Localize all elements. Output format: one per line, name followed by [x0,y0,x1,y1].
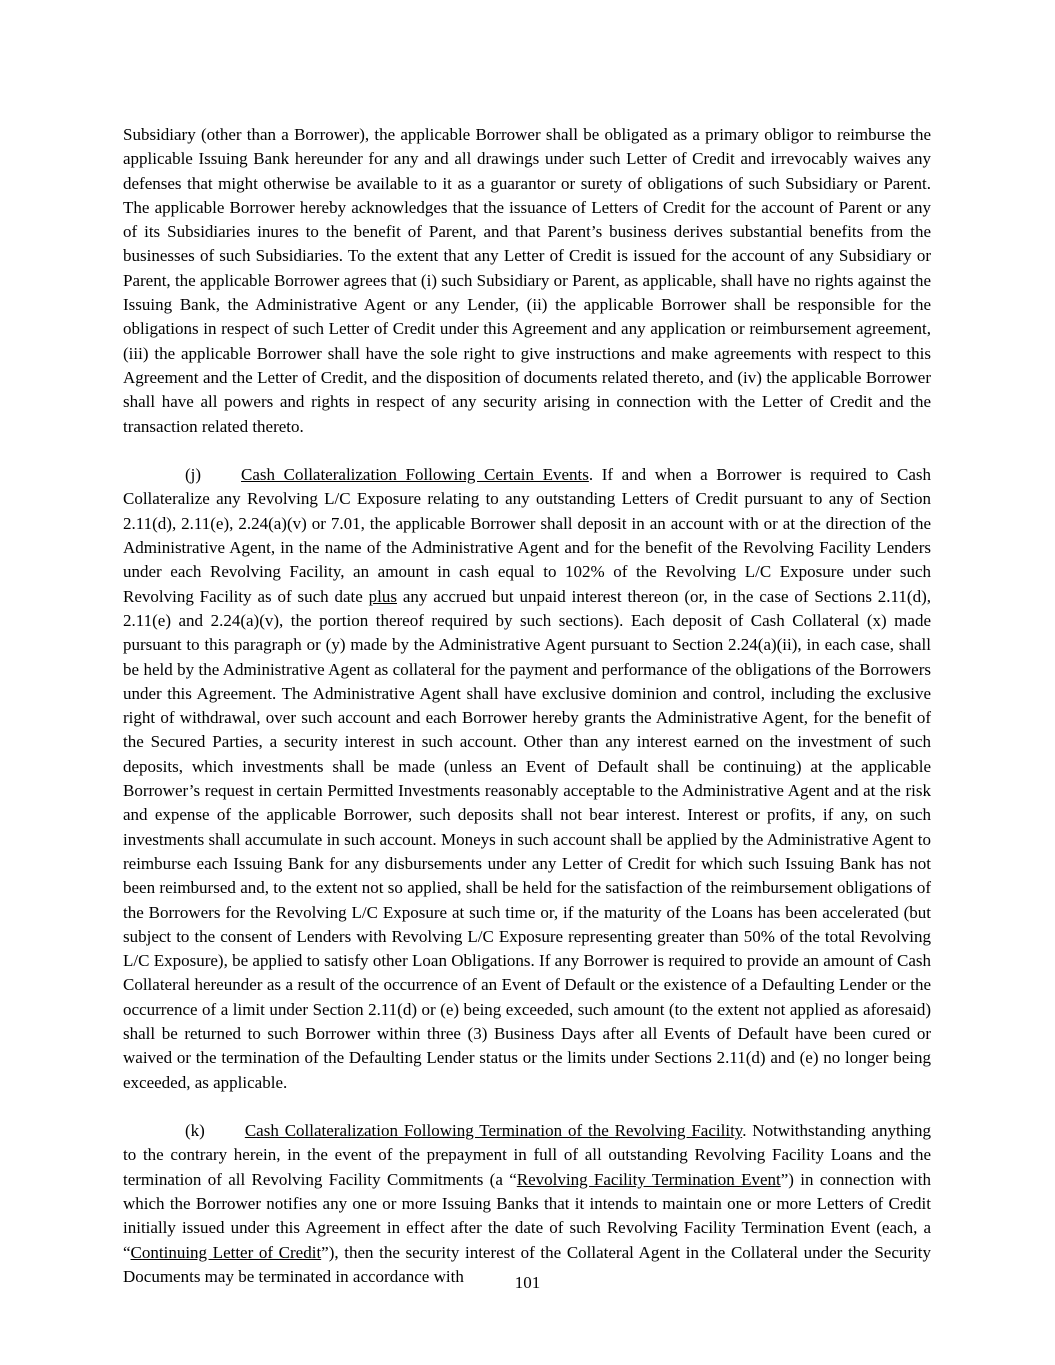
paragraph-j [123,463,931,1095]
paragraph-continuation [123,123,931,439]
underlined-text: Cash Collateralization Following Certain Events [241,465,589,485]
underlined-text: plus [368,586,397,606]
underlined-text: Continuing Letter of Credit [130,1242,322,1262]
text-run: any accrued but unpaid interest thereon (or, in the case of Sections 2.11(d), 2.11(e) and 2.24(a)(v), the portion thereof required by such sections). Each deposit of Cash Collateral (x) made pursuant to this paragraph or (y) made by the Administrative Agent pursuant to Section 2.24(a)(ii), in each case, shall be held by the Administrative Agent as collateral for the payment and performance of the obligations of the Borrowers under this Agreement. The Administrative Agent shall have exclusive dominion and control, including the exclusive right of withdrawal, over such account and each Borrower hereby grants the Administrative Agent, for the benefit of the Secured Parties, a security interest in such account. Other than any interest earned on the investment of such deposits, which investments shall be made (unless an Event of Default shall be continuing) at the applicable Borrower’s request in certain Permitted Investments reasonably acceptable to the Administrative Agent and at the risk and expense of the applicable Borrower, such deposits shall not bear interest. Interest or profits, if any, on such investments shall accumulate in such account. Moneys in such account shall be applied by the Administrative Agent to reimburse each Issuing Bank for any disbursements under any Letter of Credit for which such Issuing Bank has not been reimbursed and, to the extent not so applied, shall be held for the satisfaction of the reimbursement obligations of the Borrowers for the Revolving L/C Exposure at such time or, if the maturity of the Loans has been accelerated (but subject to the consent of Lenders with Revolving L/C Exposure representing greater than 50% of the total Revolving L/C Exposure), be applied to satisfy other Loan Obligations. If any Borrower is required to provide an amount of Cash Collateral hereunder as a result of the occurrence of an Event of Default or the existence of a Defaulting Lender or the occurrence of a limit under Section 2.11(d) or (e) being exceeded, such amount (to the extent not applied as aforesaid) shall be returned to such Borrower within three (3) Business Days after all Events of Default have been cured or waived or the termination of the Defaulting Lender status or the limits under Sections 2.11(d) and (e) no longer being exceeded, as applicable. [123,586,931,1092]
text-run: . If and when a Borrower is required to Cash Collateralize any Revolving L/C Exposure relating to any outstanding Letters of Credit pursuant to any of Section 2.11(d), 2.11(e), 2.24(a)(v) or 7.01, the applicable Borrower shall deposit in an account with or at the direction of the Administrative Agent, in the name of the Administrative Agent and for the benefit of the Revolving Facility Lenders under each Revolving Facility, an amount in cash equal to 102% of the Revolving L/C Exposure under such Revolving Facility as of such date [123,465,931,606]
text-run: Subsidiary (other than a Borrower), the applicable Borrower shall be obligated as a primary obligor to reimburse the applicable Issuing Bank hereunder for any and all drawings under such Letter of Credit and irrevocably waives any defenses that might otherwise be available to it as a guarantor or surety of obligations of such Subsidiary or Parent. The applicable Borrower hereby acknowledges that the issuance of Letters of Credit for the account of Parent or any of its Subsidiaries inures to the benefit of Parent, and that Parent’s business derives substantial benefits from the businesses of such Subsidiaries. To the extent that any Letter of Credit is issued for the account of any Subsidiary or Parent, the applicable Borrower agrees that (i) such Subsidiary or Parent, as applicable, shall have no rights against the Issuing Bank, the Administrative Agent or any Lender, (ii) the applicable Borrower shall be responsible for the obligations in respect of such Letter of Credit under this Agreement and any application or reimbursement agreement, (iii) the applicable Borrower shall have the sole right to give instructions and make agreements with respect to this Agreement and the Letter of Credit, and the disposition of documents related thereto, and (iv) the applicable Borrower shall have all powers and rights in respect of any security arising in connection with the Letter of Credit and the transaction related thereto. [123,125,931,436]
page-number: 101 [514,1272,541,1292]
paragraph-k [123,1119,931,1289]
text-run: . Notwithstanding anything to the contrary herein, in the event of the prepayment in full of all outstanding Revolving Facility Loans and the termination of all Revolving Facility Commitments (a “ [123,1121,931,1189]
underlined-text: Cash Collateralization Following Termination of the Revolving Facility [244,1121,743,1141]
underlined-text: Revolving Facility Termination Event [516,1169,781,1189]
text-run: (k) [185,1121,205,1141]
text-run: ”), then the security interest of the Collateral Agent in the Collateral under the Security Documents may be terminated in accordance with [123,1242,931,1286]
text-run: (j) [185,465,202,485]
text-run: ”) in connection with which the Borrower notifies any one or more Issuing Banks that it intends to maintain one or more Letters of Credit initially issued under this Agreement in effect after the date of such Revolving Facility Termination Event (each, a “ [123,1169,931,1262]
